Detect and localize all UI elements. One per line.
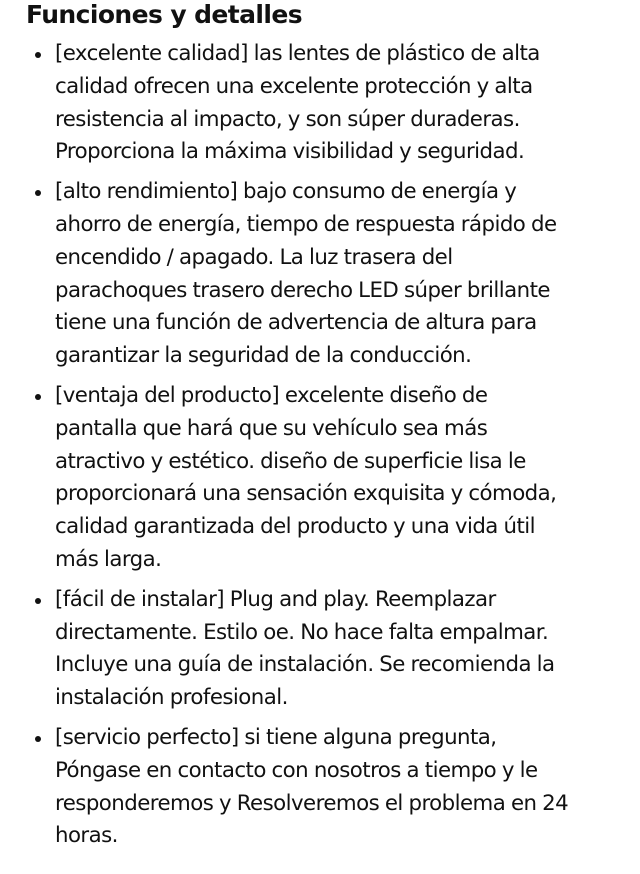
bullet-icon <box>35 190 41 196</box>
feature-item-performance <box>0 176 640 373</box>
feature-text-line: resistencia al impacto, y son súper duraderas. <box>55 106 520 132</box>
bullet-icon <box>35 394 41 400</box>
feature-text-line: Proporciona la máxima visibilidad y seguridad. <box>55 139 525 165</box>
feature-text-line: ahorro de energía, tiempo de respuesta rápido de <box>55 211 557 237</box>
feature-text-line: responderemos y Resolveremos el problema en 24 <box>55 790 569 816</box>
bullet-icon <box>35 52 41 58</box>
feature-list <box>0 38 640 860</box>
feature-item-quality <box>0 38 640 169</box>
feature-text-line: horas. <box>55 823 118 849</box>
feature-text-line: atractivo y estético. diseño de superficie lisa le <box>55 448 526 474</box>
feature-text-line: encendido / apagado. La luz trasera del <box>55 244 453 270</box>
feature-text-line: garantizar la seguridad de la conducción. <box>55 343 472 369</box>
feature-text-line: instalación profesional. <box>55 685 288 711</box>
feature-text-line: tiene una función de advertencia de altura para <box>55 310 537 336</box>
feature-text-line: calidad ofrecen una excelente protección y alta <box>55 73 533 99</box>
bullet-icon <box>35 598 41 604</box>
feature-text-line: [alto rendimiento] bajo consumo de energía y <box>55 179 517 205</box>
section-title: Funciones y detalles <box>26 0 302 29</box>
bullet-icon <box>35 736 41 742</box>
feature-text-line: [ventaja del producto] excelente diseño de <box>55 382 488 408</box>
feature-text-line: Incluye una guía de instalación. Se recomienda la <box>55 652 555 678</box>
feature-item-service <box>0 722 640 853</box>
feature-text-line: [fácil de instalar] Plug and play. Reemplazar <box>55 586 496 612</box>
feature-text-line: calidad garantizada del producto y una vida útil <box>55 514 536 540</box>
feature-text-line: parachoques trasero derecho LED súper brillante <box>55 277 550 303</box>
feature-text-line: proporcionará una sensación exquisita y cómoda, <box>55 481 557 507</box>
feature-text-line: pantalla que hará que su vehículo sea más <box>55 415 488 441</box>
feature-text-line: [servicio perfecto] si tiene alguna pregunta, <box>55 724 497 750</box>
feature-text-line: [excelente calidad] las lentes de plástico de alta <box>55 41 540 66</box>
feature-text-line: directamente. Estilo oe. No hace falta empalmar. <box>55 619 549 645</box>
feature-item-installation <box>0 584 640 715</box>
feature-text-line: Póngase en contacto con nosotros a tiempo y le <box>55 757 538 783</box>
feature-item-advantage <box>0 380 640 577</box>
feature-text-line: más larga. <box>55 546 162 572</box>
